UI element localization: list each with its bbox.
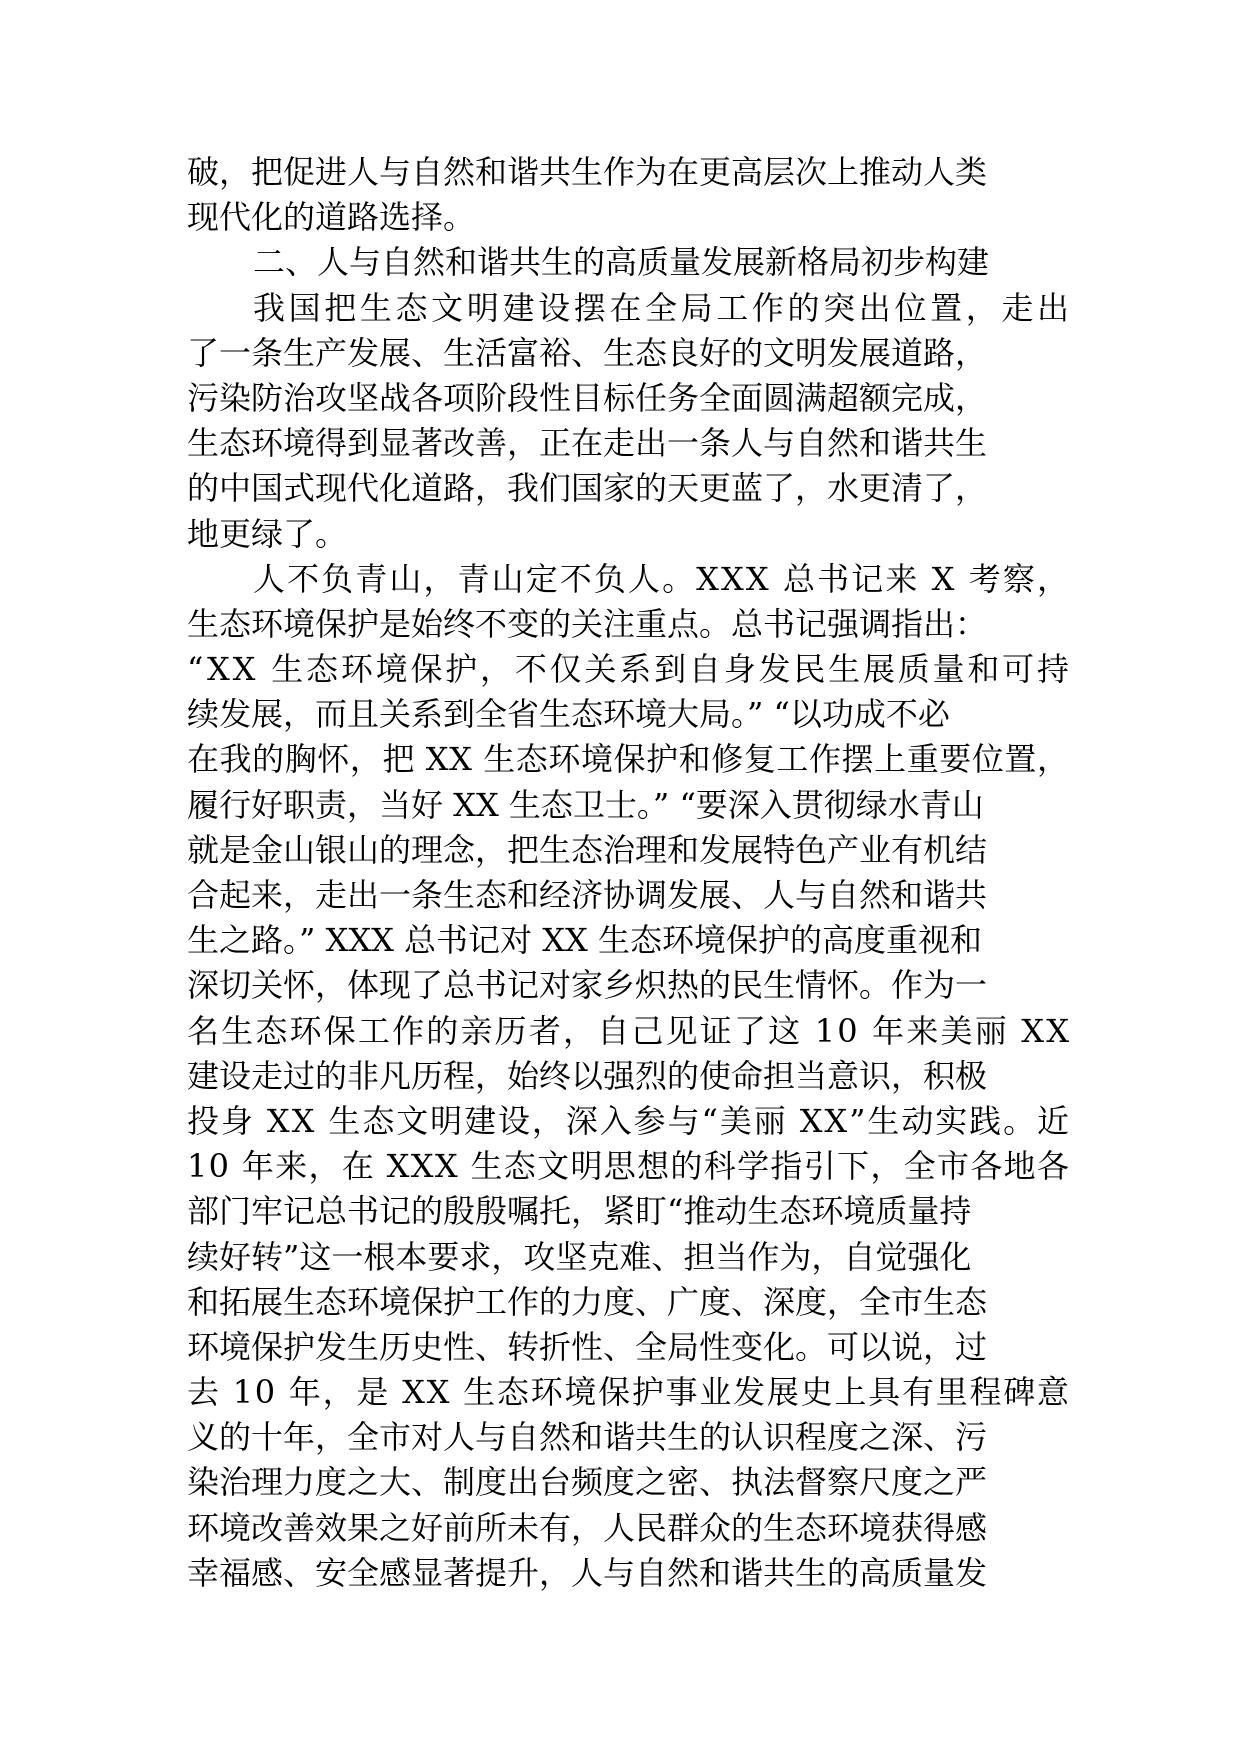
document-line: 去 10 年，是 XX 生态环境保护事业发展史上具有里程碑意 bbox=[187, 1373, 1071, 1412]
document-line: 地更绿了。 bbox=[187, 514, 348, 553]
document-line: 的中国式现代化道路，我们国家的天更蓝了，水更清了， bbox=[187, 469, 988, 508]
document-line: 履行好职责，当好 XX 生态卫士。” “要深入贯彻绿水青山 bbox=[187, 785, 984, 824]
document-line: 部门牢记总书记的殷殷嘱托，紧盯“推动生态环境质量持 bbox=[187, 1192, 972, 1231]
document-line: 合起来，走出一条生态和经济协调发展、人与自然和谐共 bbox=[187, 876, 988, 914]
document-line: 污染防治攻坚战各项阶段性目标任务全面圆满超额完成， bbox=[187, 378, 988, 417]
document-line: 生态环境保护是始终不变的关注重点。总书记强调指出： bbox=[187, 604, 988, 643]
document-line: 名生态环保工作的亲历者，自己见证了这 10 年来美丽 XX bbox=[187, 1011, 1072, 1050]
document-line: 二、人与自然和谐共生的高质量发展新格局初步构建 bbox=[253, 243, 990, 282]
document-line: 和拓展生态环境保护工作的力度、广度、深度，全市生态 bbox=[187, 1282, 988, 1321]
document-line: 就是金山银山的理念，把生态治理和发展特色产业有机结 bbox=[187, 830, 988, 869]
document-line: 生态环境得到显著改善，正在走出一条人与自然和谐共生 bbox=[187, 424, 988, 463]
document-line: “XX 生态环境保护，不仅关系到自身发民生展质量和可持 bbox=[187, 650, 1072, 689]
document-body bbox=[187, 150, 1073, 1596]
document-line: 续好转”这一根本要求，攻坚克难、担当作为，自觉强化 bbox=[187, 1237, 972, 1276]
document-line: 在我的胸怀，把 XX 生态环境保护和修复工作摆上重要位置， bbox=[187, 740, 1070, 779]
document-line: 续发展，而且关系到全省生态环境大局。” “以功成不必 bbox=[187, 695, 950, 734]
document-line: 建设走过的非凡历程，始终以强烈的使命担当意识，积极 bbox=[187, 1056, 988, 1095]
document-line: 深切关怀，体现了总书记对家乡炽热的民生情怀。作为一 bbox=[187, 966, 988, 1005]
document-line: 染治理力度之大、制度出台频度之密、执法督察尺度之严 bbox=[187, 1463, 988, 1502]
document-line: 人不负青山，青山定不负人。XXX 总书记来 X 考察， bbox=[253, 559, 1072, 598]
document-line: 现代化的道路选择。 bbox=[187, 198, 476, 237]
document-line: 义的十年，全市对人与自然和谐共生的认识程度之深、污 bbox=[187, 1418, 988, 1457]
document-line: 破，把促进人与自然和谐共生作为在更高层次上推动人类 bbox=[187, 153, 988, 191]
document-line: 10 年来，在 XXX 生态文明思想的科学指引下，全市各地各 bbox=[187, 1147, 1071, 1186]
document-line: 幸福感、安全感显著提升，人与自然和谐共生的高质量发 bbox=[187, 1553, 988, 1592]
document-line: 投身 XX 生态文明建设，深入参与“美丽 XX”生动实践。近 bbox=[187, 1101, 1071, 1140]
document-line: 生之路。” XXX 总书记对 XX 生态环境保护的高度重视和 bbox=[187, 921, 982, 960]
document-line: 我国把生态文明建设摆在全局工作的突出位置，走出 bbox=[253, 288, 1073, 327]
document-line: 环境保护发生历史性、转折性、全局性变化。可以说，过 bbox=[187, 1327, 988, 1366]
document-line: 了一条生产发展、生活富裕、生态良好的文明发展道路， bbox=[187, 333, 988, 372]
document-line: 环境改善效果之好前所未有，人民群众的生态环境获得感 bbox=[187, 1508, 988, 1547]
